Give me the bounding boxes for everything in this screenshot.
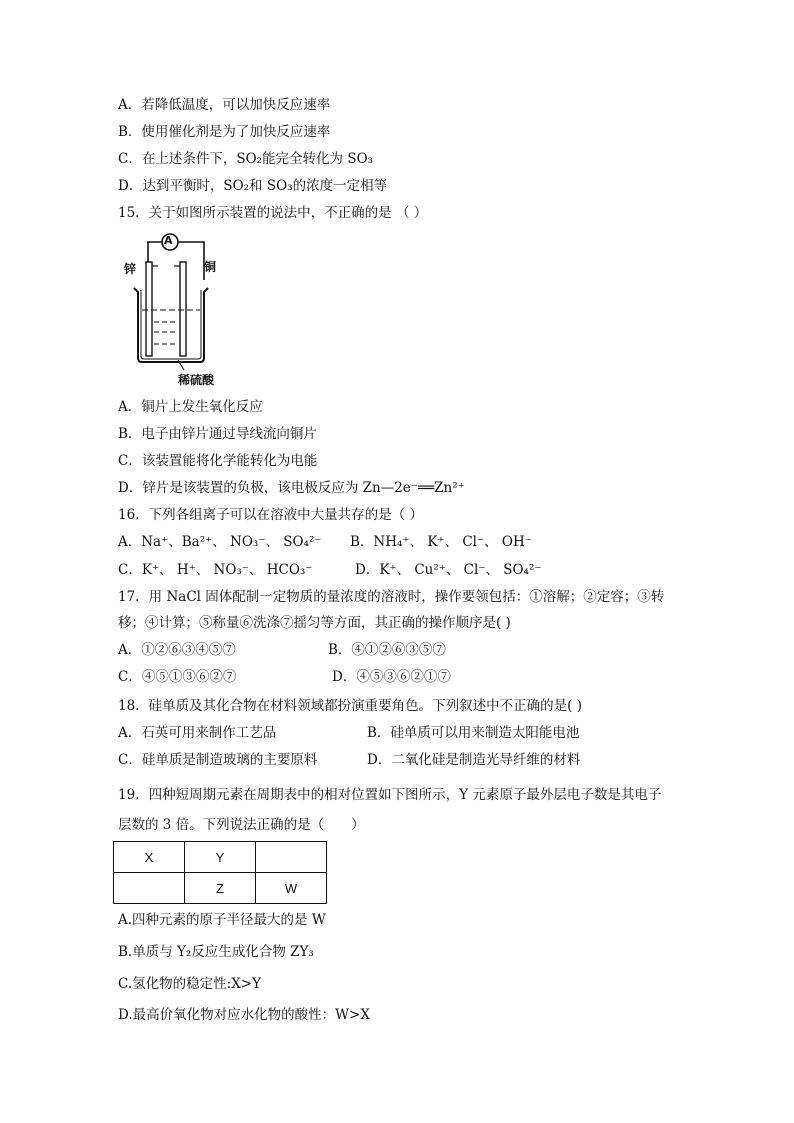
q19-option-a: A.四种元素的原子半径最大的是 W xyxy=(118,912,326,928)
q19-stem-line1: 19．四种短周期元素在周期表中的相对位置如下图所示，Y 元素原子最外层电子数是其电子 xyxy=(118,787,662,803)
q19-option-b: B.单质与 Y₂反应生成化合物 ZY₃ xyxy=(118,944,314,960)
q15-option-a: A．铜片上发生氧化反应 xyxy=(118,399,263,415)
q17-stem-line1: 17．用 NaCl 固体配制一定物质的量浓度的溶液时，操作要领包括：①溶解；②定容；③转 xyxy=(118,589,665,605)
q17-option-a: A．①②⑥③④⑤⑦ xyxy=(118,642,236,658)
q19-option-d: D.最高价氧化物对应水化物的酸性：W>X xyxy=(118,1007,370,1023)
q15-stem: 15．关于如图所示装置的说法中，不正确的是 （ ） xyxy=(118,205,428,221)
q17-option-c: C．④⑤①③⑥②⑦ xyxy=(118,669,237,685)
q17-option-d: D．④⑤③⑥②①⑦ xyxy=(332,669,451,685)
q17-stem-line2: 移；④计算；⑤称量⑥洗涤⑦摇匀等方面，其正确的操作顺序是( ) xyxy=(118,615,511,631)
q15-option-d: D．锌片是该装置的负极，该电极反应为 Zn—2e⁻══Zn²⁺ xyxy=(118,480,465,496)
q19-stem-line2: 层数的 3 倍。下列说法正确的是（ ） xyxy=(118,817,365,833)
table-cell: Y xyxy=(185,842,256,873)
q15-option-b: B．电子由锌片通过导线流向铜片 xyxy=(118,426,317,442)
q16-option-d: D．K⁺、 Cu²⁺、 Cl⁻、 SO₄²⁻ xyxy=(355,562,542,578)
solution-label: 稀硫酸 xyxy=(178,373,215,387)
table-row xyxy=(114,842,327,873)
ammeter-label: A xyxy=(164,234,173,247)
table-cell: W xyxy=(256,873,327,904)
q15-option-c: C．该装置能将化学能转化为电能 xyxy=(118,453,318,469)
q14-option-d: D．达到平衡时，SO₂和 SO₃的浓度一定相等 xyxy=(118,178,388,194)
table-cell: X xyxy=(114,842,185,873)
q18-option-d: D．二氧化硅是制造光导纤维的材料 xyxy=(367,752,581,768)
q14-option-c: C．在上述条件下，SO₂能完全转化为 SO₃ xyxy=(118,151,374,167)
q16-option-a: A．Na⁺、Ba²⁺、 NO₃⁻、 SO₄²⁻ xyxy=(118,534,322,550)
periodic-position-table xyxy=(113,841,327,904)
q18-option-c: C．硅单质是制造玻璃的主要原料 xyxy=(118,752,318,768)
table-cell xyxy=(256,842,327,873)
q16-option-c: C．K⁺、 H⁺、 NO₃⁻、 HCO₃⁻ xyxy=(118,562,313,578)
zinc-electrode-label: 锌 xyxy=(124,262,137,276)
galvanic-cell-drawing xyxy=(118,232,228,388)
q18-option-a: A．石英可用来制作工艺品 xyxy=(118,725,277,741)
q16-stem: 16．下列各组离子可以在溶液中大量共存的是（ ） xyxy=(118,507,423,523)
galvanic-cell-figure xyxy=(118,232,228,388)
q14-option-b: B．使用催化剂是为了加快反应速率 xyxy=(118,124,331,140)
copper-electrode-label: 铜 xyxy=(204,260,217,274)
q17-option-b: B．④①②⑥③⑤⑦ xyxy=(328,642,446,658)
q18-stem: 18．硅单质及其化合物在材料领域都扮演重要角色。下列叙述中不正确的是( ) xyxy=(118,698,583,714)
table-row xyxy=(114,873,327,904)
table-cell xyxy=(114,873,185,904)
q18-option-b: B．硅单质可以用来制造太阳能电池 xyxy=(367,725,580,741)
q19-option-c: C.氢化物的稳定性:X>Y xyxy=(118,976,262,992)
q16-option-b: B．NH₄⁺、 K⁺、 Cl⁻、 OH⁻ xyxy=(350,534,532,550)
q14-option-a: A．若降低温度，可以加快反应速率 xyxy=(118,97,331,113)
table-cell: Z xyxy=(185,873,256,904)
